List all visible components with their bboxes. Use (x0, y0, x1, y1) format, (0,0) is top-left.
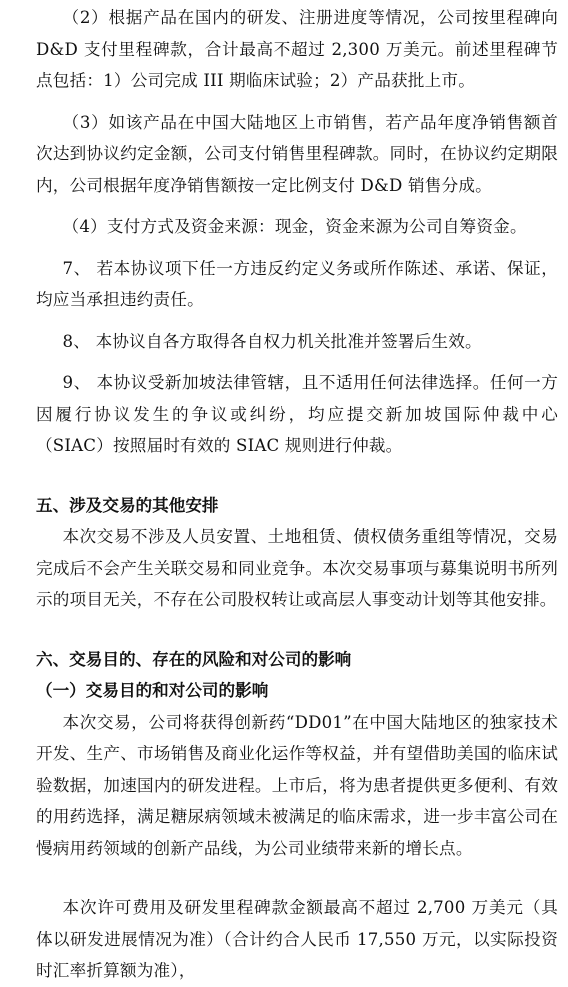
paragraph-payment-method: （4）支付方式及资金来源：现金，资金来源为公司自筹资金。 (62, 217, 527, 236)
section-5-heading: 五、涉及交易的其他安排 (36, 495, 219, 515)
paragraph-clause-7: 7、 若本协议项下任一方违反约定义务或所作陈述、承诺、保证，均应当承担违约责任。 (36, 258, 558, 309)
paragraph-clause-9: 9、 本协议受新加坡法律管辖，且不适用任何法律选择。任何一方因履行协议发生的争议或纠纷，均应提交新加坡国际仲裁中心（SIAC）按照届时有效的 SIAC 规则进行仲裁。 (36, 373, 558, 455)
section-6-heading: 六、交易目的、存在的风险和对公司的影响 (36, 649, 352, 669)
section-6-subheading: （一）交易目的和对公司的影响 (36, 681, 269, 700)
section-6-body-2: 本次许可费用及研发里程碑款金额最高不超过 2,700 万美元（具体以研发进展情况为准）（合计约合人民币 17,550 万元，以实际投资时汇率折算额为准）， (36, 898, 558, 980)
paragraph-clause-8: 8、 本协议自各方取得各自权力机关批准并签署后生效。 (62, 331, 482, 351)
paragraph-sales-milestone: （3）如该产品在中国大陆地区上市销售，若产品年度净销售额首次达到协议约定金额，公司支付销售里程碑款。同时，在协议约定期限内，公司根据年度净销售额按一定比例支付 D&D 销售分成。 (36, 112, 558, 195)
section-5-body: 本次交易不涉及人员安置、土地租赁、债权债务重组等情况，交易完成后不会产生关联交易和同业竞争。本次交易事项与募集说明书所列示的项目无关，不存在公司股权转让或高层人事变动计划等其他安排。 (36, 527, 558, 609)
section-6-body-1: 本次交易，公司将获得创新药“DD01”在中国大陆地区的独家技术开发、生产、市场销售及商业化运作等权益，并有望借助美国的临床试验数据，加速国内的研发进程。上市后，将为患者提供更多便利、有效的用药选择，满足糖尿病领域未被满足的临床需求，进一步丰富公司在慢病用药领域的创新产品线，为公司业绩带来新的增长点。 (36, 712, 558, 858)
paragraph-milestone-payment: （2）根据产品在国内的研发、注册进度等情况，公司按里程碑向 D&D 支付里程碑款，合计最高不超过 2,300 万美元。前述里程碑节点包括：1）公司完成 III 期临床试验；2）产品获批上市。 (36, 8, 558, 90)
